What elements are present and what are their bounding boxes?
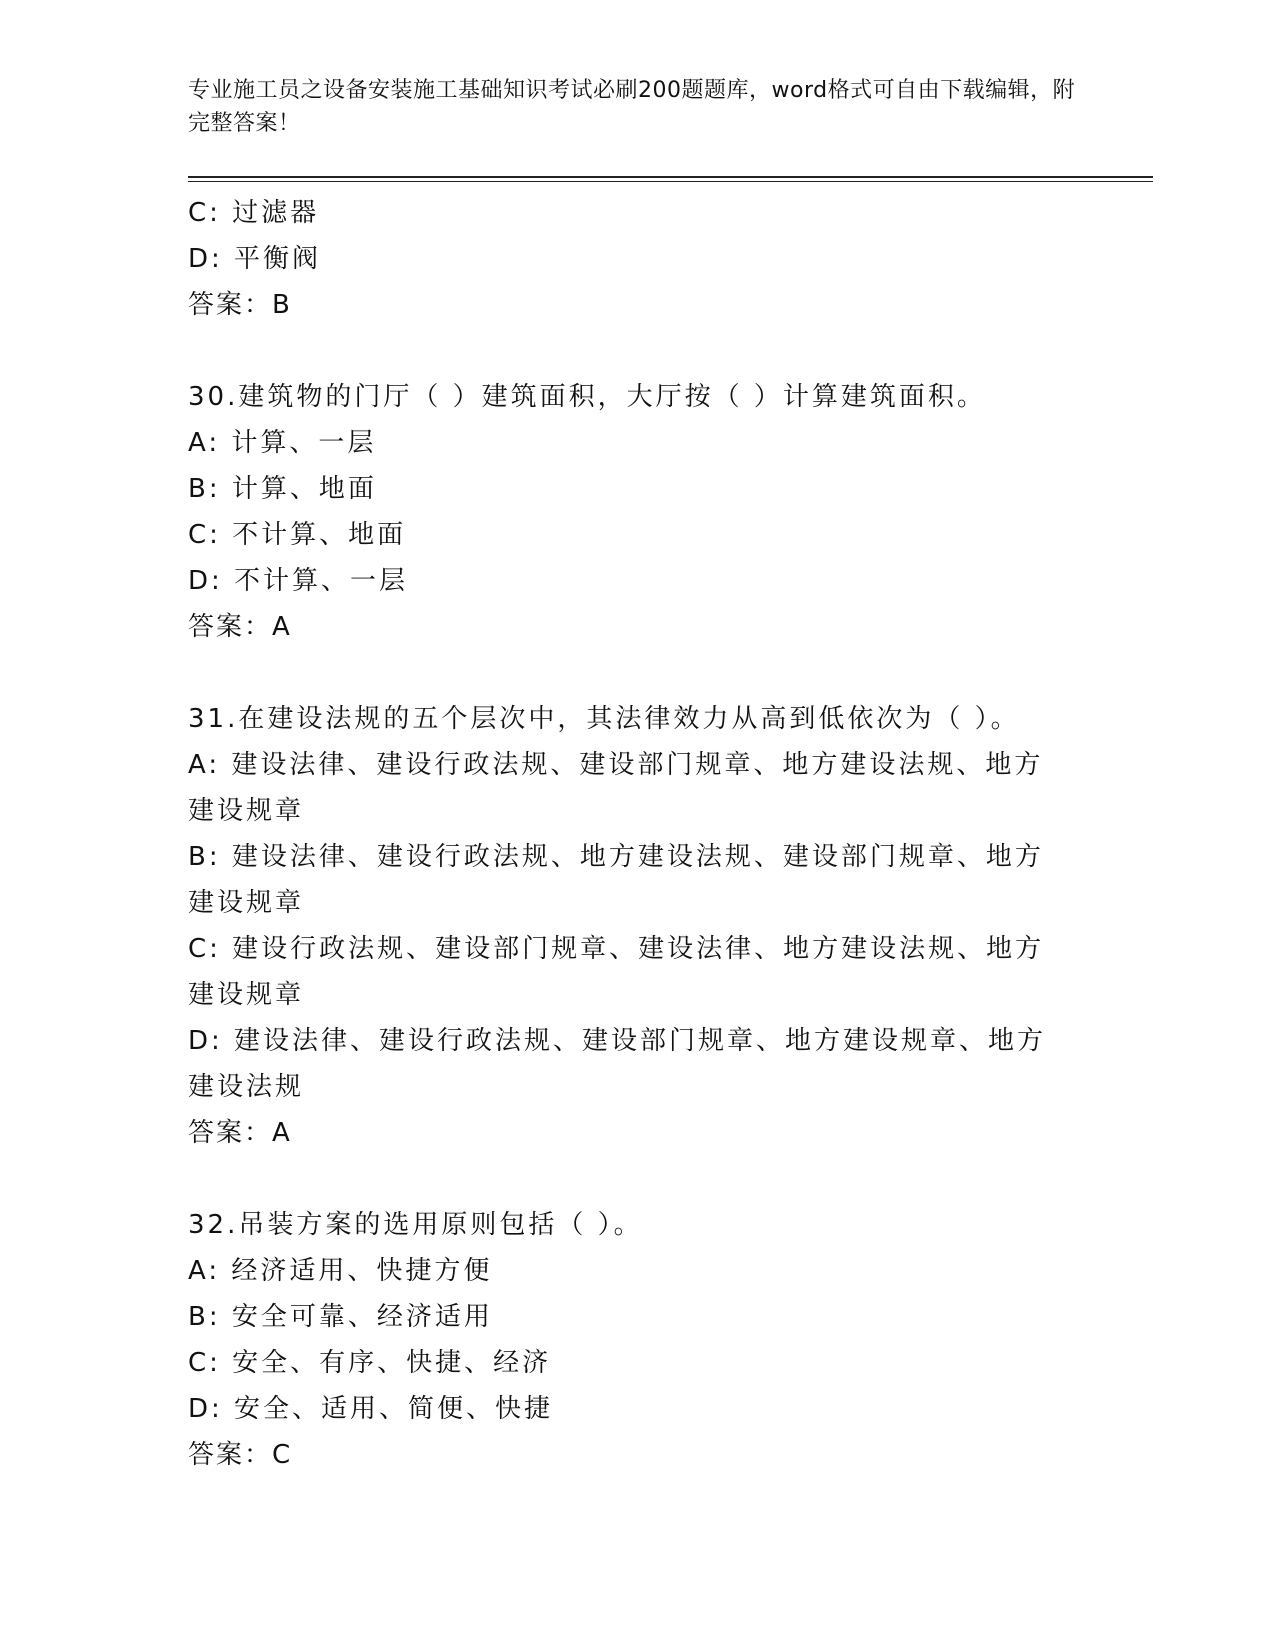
option-b: B: 计算、地面 xyxy=(188,474,377,504)
option-d: D: 安全、适用、简便、快捷 xyxy=(188,1394,554,1424)
question-text: 31.在建设法规的五个层次中，其法律效力从高到低依次为（ ）。 xyxy=(188,704,1020,734)
question-list xyxy=(188,190,1088,1478)
header-divider-thick xyxy=(188,176,1153,178)
question-text: 32.吊装方案的选用原则包括（ ）。 xyxy=(188,1210,643,1240)
answer-line: 答案：C xyxy=(188,1440,293,1470)
option-c: C: 安全、有序、快捷、经济 xyxy=(188,1348,552,1378)
answer-line: 答案：A xyxy=(188,1118,292,1148)
spacer xyxy=(188,328,1088,374)
option-b: B: 建设法律、建设行政法规、地方建设法规、建设部门规章、地方建设规章 xyxy=(188,842,1044,918)
option-c: C: 不计算、地面 xyxy=(188,520,407,550)
spacer xyxy=(188,650,1088,696)
option-c: C: 过滤器 xyxy=(188,198,320,228)
option-b: B: 安全可靠、经济适用 xyxy=(188,1302,493,1332)
question-block-30 xyxy=(188,374,1088,650)
question-block-31 xyxy=(188,696,1088,1156)
question-block-32 xyxy=(188,1202,1088,1478)
option-c: C: 建设行政法规、建设部门规章、建设法律、地方建设法规、地方建设规章 xyxy=(188,934,1045,1010)
option-a: A: 计算、一层 xyxy=(188,428,377,458)
option-d: D: 平衡阀 xyxy=(188,244,322,274)
answer-line: 答案：B xyxy=(188,290,292,320)
option-a: A: 经济适用、快捷方便 xyxy=(188,1256,493,1286)
page-header: 专业施工员之设备安装施工基础知识考试必刷200题题库，word格式可自由下载编辑，附完整答案！ xyxy=(188,78,1076,136)
option-a: A: 建设法律、建设行政法规、建设部门规章、地方建设法规、地方建设规章 xyxy=(188,750,1044,826)
header-divider-thin xyxy=(188,181,1153,182)
question-text: 30.建筑物的门厅（ ）建筑面积，大厅按（ ）计算建筑面积。 xyxy=(188,382,986,412)
spacer xyxy=(188,1156,1088,1202)
answer-line: 答案：A xyxy=(188,612,292,642)
option-d: D: 建设法律、建设行政法规、建设部门规章、地方建设规章、地方建设法规 xyxy=(188,1026,1047,1102)
option-d: D: 不计算、一层 xyxy=(188,566,409,596)
question-block-prev xyxy=(188,190,1088,328)
